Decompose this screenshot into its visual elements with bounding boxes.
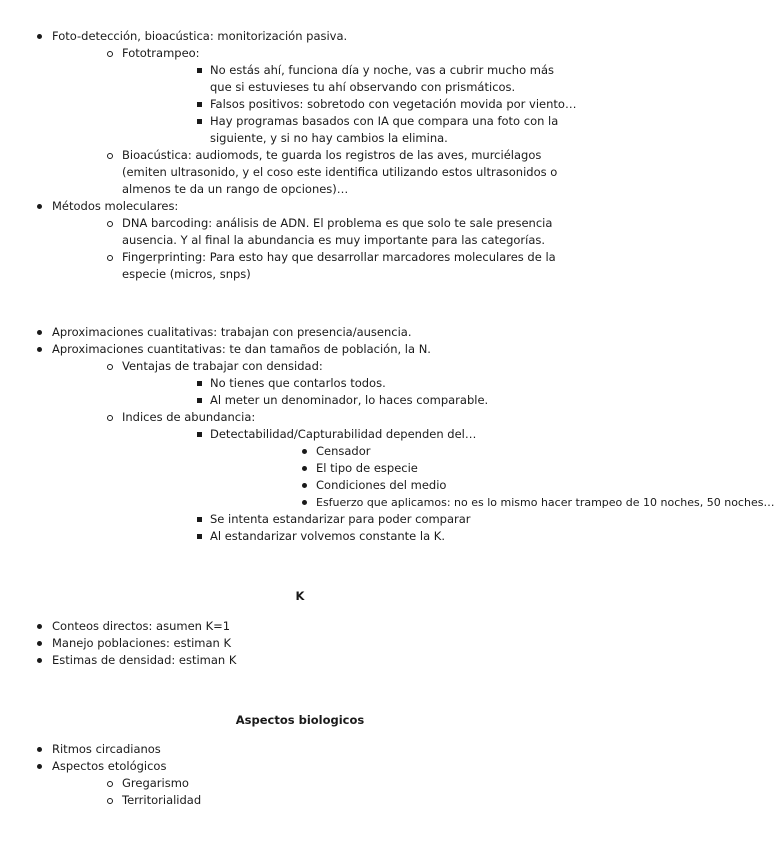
list-item (122, 96, 600, 113)
e2-text: Territorialidad (122, 793, 202, 807)
c1-text: Conteos directos: asumen K=1 (52, 619, 231, 633)
list-item (0, 635, 600, 652)
list-item (122, 392, 600, 409)
b1-text: Ritmos circadianos (52, 742, 161, 756)
fingerprinting-text: Fingerprinting: Para esto hay que desarrollar marcadores moleculares de la especie (micros, snps) (122, 250, 556, 281)
d4-text: Esfuerzo que aplicamos: no es lo mismo hacer trampeo de 10 noches, 50 noches… (316, 496, 774, 509)
d3-text: Condiciones del medio (316, 478, 447, 492)
cuantitativas-text: Aproximaciones cuantitativas: te dan tamaños de población, la N. (52, 342, 431, 356)
list-item (0, 618, 600, 635)
ft2-text: Falsos positivos: sobretodo con vegetación movida por viento… (210, 97, 577, 111)
list-item (52, 45, 600, 147)
ft1-text: No estás ahí, funciona día y noche, vas a cubrir mucho más que si estuvieses tu ahí observando con prismáticos. (210, 63, 555, 94)
estandarizar1-text: Se intenta estandarizar para poder comparar (210, 512, 471, 526)
passive-monitoring-text: Foto-detección, bioacústica: monitorización pasiva. (52, 29, 348, 43)
ventajas-text: Ventajas de trabajar con densidad: (122, 359, 323, 373)
list-item (0, 324, 600, 341)
list-item (52, 249, 600, 283)
list-item (0, 28, 600, 198)
k-section (0, 618, 600, 669)
fototrampeo-text: Fototrampeo: (122, 46, 200, 60)
monitoring-methods-section (0, 28, 600, 283)
e1-text: Gregarismo (122, 776, 189, 790)
indices-text: Indices de abundancia: (122, 410, 256, 424)
list-item (0, 341, 774, 545)
detect-text: Detectabilidad/Capturabilidad dependen del… (210, 427, 477, 441)
list-item (210, 494, 774, 511)
list-item (210, 460, 600, 477)
metodos-text: Métodos moleculares: (52, 199, 179, 213)
list-item (52, 358, 600, 409)
list-item (210, 477, 600, 494)
d1-text: Censador (316, 444, 371, 458)
v1-text: No tienes que contarlos todos. (210, 376, 386, 390)
list-item (122, 528, 600, 545)
approximations-section (0, 324, 774, 545)
list-item (0, 652, 600, 669)
bioacustica-text: Bioacústica: audiomods, te guarda los registros de las aves, murciélagos (emiten ultrasonido, y el coso este identifica utilizando estos ultrasonidos o almenos te da un rango de opciones)… (122, 148, 558, 196)
c2-text: Manejo poblaciones: estiman K (52, 636, 232, 650)
list-item (122, 62, 600, 96)
estandarizar2-text: Al estandarizar volvemos constante la K. (210, 529, 445, 543)
list-item (52, 147, 600, 198)
b2-text: Aspectos etológicos (52, 759, 167, 773)
list-item (52, 215, 600, 249)
list-item (52, 775, 600, 792)
list-item (0, 758, 600, 809)
list-item (52, 409, 774, 545)
list-item (122, 375, 600, 392)
ft3-text: Hay programas basados con IA que compara una foto con la siguiente, y si no hay cambios la elimina. (210, 114, 559, 145)
biological-aspects-section (0, 741, 600, 809)
list-item (122, 426, 774, 511)
list-item (122, 511, 600, 528)
aspectos-biologicos-heading: Aspectos biologicos (235, 713, 365, 727)
list-item (0, 741, 600, 758)
d2-text: El tipo de especie (316, 461, 418, 475)
c3-text: Estimas de densidad: estiman K (52, 653, 237, 667)
dna-text: DNA barcoding: análisis de ADN. El problema es que solo te sale presencia ausencia. Y al final la abundancia es muy importante para las categorías. (122, 216, 553, 247)
list-item (0, 198, 600, 283)
k-heading: K (295, 589, 305, 603)
list-item (210, 443, 600, 460)
list-item (122, 113, 600, 147)
v2-text: Al meter un denominador, lo haces comparable. (210, 393, 489, 407)
cualitativas-text: Aproximaciones cualitativas: trabajan con presencia/ausencia. (52, 325, 412, 339)
list-item (52, 792, 600, 809)
